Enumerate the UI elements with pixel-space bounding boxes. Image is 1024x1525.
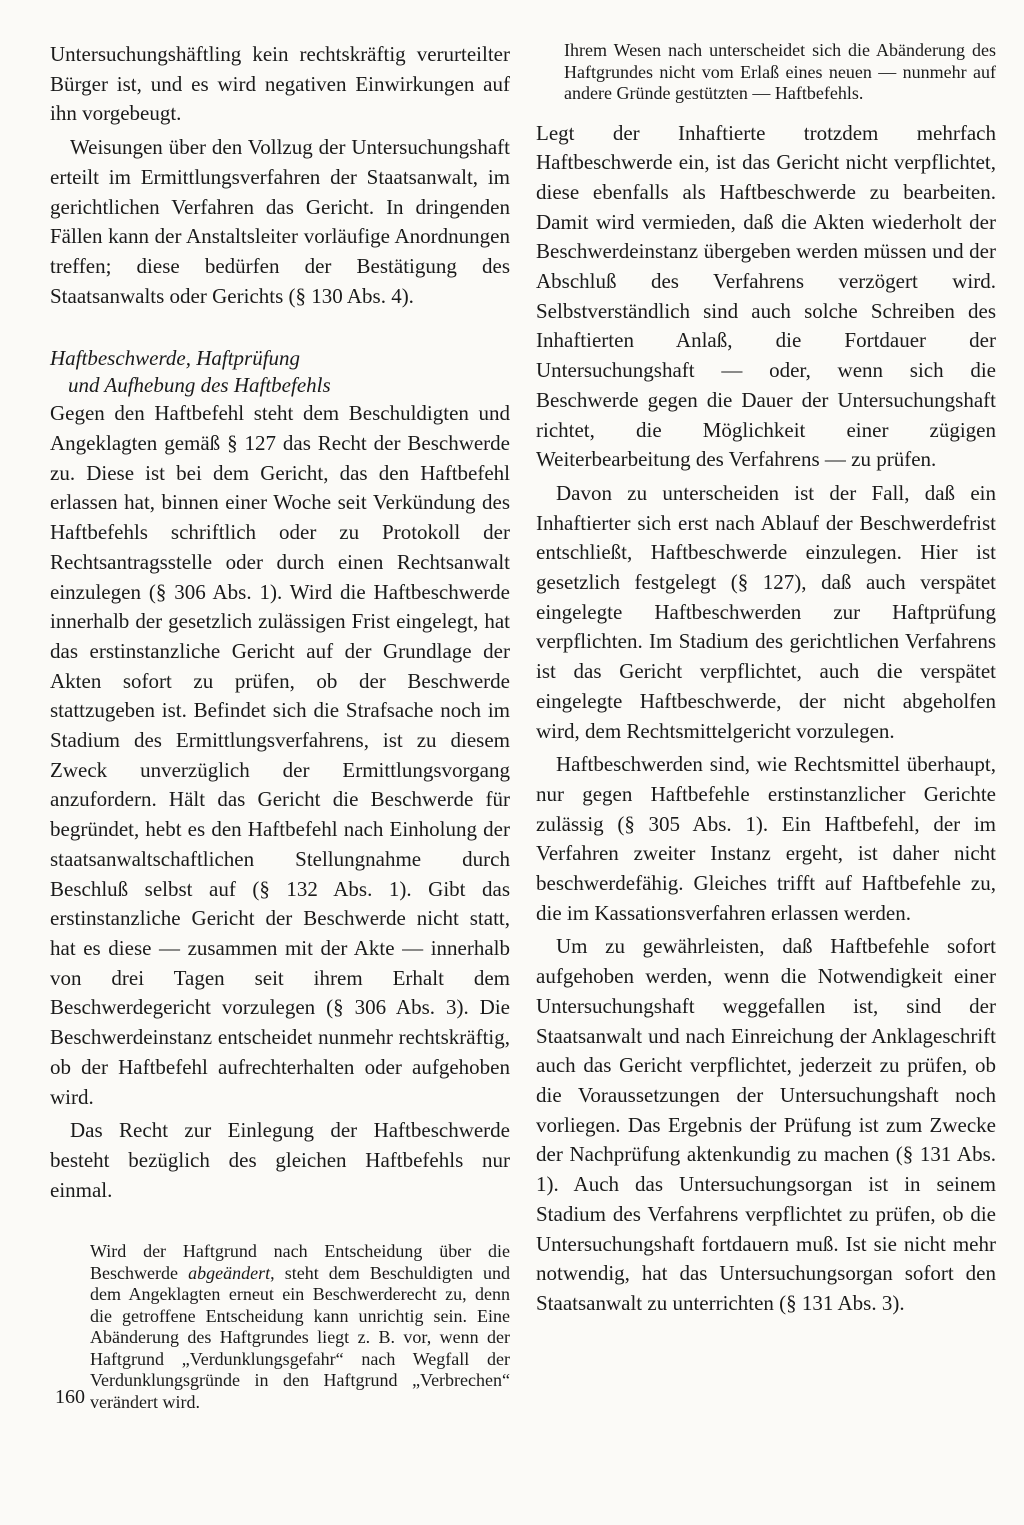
note-emphasis: abgeändert xyxy=(188,1262,271,1283)
section-heading xyxy=(50,345,510,399)
page-number: 160 xyxy=(55,1386,85,1408)
note-text: , steht dem Beschuldigten und dem Angeklagten erneut ein Beschwerderecht zu, denn die getroffene Entscheidung kann unrichtig sein. Eine Abänderung des Haftgrundes liegt z. B. vor, wenn der Haftgrund „Verdunklungsgefahr“ nach Wegfall der Verdunklungsgründe in den Haftgrund „Verbrechen“ verändert wird. xyxy=(90,1262,511,1412)
paragraph: Um zu gewährleisten, daß Haftbefehle sofort aufgehoben werden, wenn die Notwendigkeit einer Untersuchungshaft weggefallen ist, sind der Staatsanwalt und nach Einreichung der Anklageschrift auch das Gericht verpflichtet, jederzeit zu prüfen, ob die Voraussetzungen der Untersuchungshaft noch vorliegen. Das Ergebnis der Prüfung ist zum Zwecke der Nachprüfung aktenkundig zu machen (§ 131 Abs. 1). Auch das Untersuchungsorgan ist in seinem Stadium des Verfahrens verpflichtet zu prüfen, ob die Untersuchungshaft fortdauern muß. Ist sie nicht mehr notwendig, hat das Untersuchungsorgan sofort den Staatsanwalt zu unterrichten (§ 131 Abs. 3). xyxy=(536,934,996,1315)
note-text: Wird der Haftgrund nach Entscheidung über die Beschwerde xyxy=(90,1241,510,1283)
footnote-block: Ihrem Wesen nach unterscheidet sich die Abänderung des Haftgrundes nicht vom Erlaß eines neuen — nunmehr auf andere Gründe gestützten — Haftbefehls. xyxy=(564,40,996,103)
paragraph: Haftbeschwerden sind, wie Rechtsmittel überhaupt, nur gegen Haftbefehle erstinstanzlicher Gerichte zulässig (§ 305 Abs. 1). Ein Haftbefehl, der im Verfahren zweiter Instanz ergeht, ist daher nicht beschwerdefähig. Gleiches trifft auf Haftbefehle zu, die im Kassationsverfahren erlassen werden. xyxy=(536,752,996,925)
left-column xyxy=(50,40,510,1413)
section-heading-line-1: Haftbeschwerde, Haftprüfung xyxy=(50,346,301,371)
paragraph: Legt der Inhaftierte trotzdem mehrfach Haftbeschwerde ein, ist das Gericht nicht verpflichtet, diese ebenfalls als Haftbeschwerde zu bearbeiten. Damit wird vermieden, daß die Akten wiederholt der Beschwerdeinstanz übergeben werden müssen und der Abschluß des Verfahrens verzögert wird. Selbstverständlich sind auch solche Schreiben des Inhaftierten Anlaß, die Fortdauer der Untersuchungshaft — oder, wenn sich die Beschwerde gegen die Dauer der Untersuchungshaft richtet, die Möglichkeit einer zügigen Weiterbearbeitung des Verfahrens — zu prüfen. xyxy=(536,120,996,472)
paragraph: Davon zu unterscheiden ist der Fall, daß ein Inhaftierter sich erst nach Ablauf der Beschwerdefrist entschließt, Haftbeschwerde einzulegen. Hier ist gesetzlich festgelegt (§ 127), daß auch verspätet eingelegte Haftbeschwerden zur Haftprüfung verpflichten. Im Stadium des gerichtlichen Verfahrens ist das Gericht verpflichtet, auch die verspätet eingelegte Haftbeschwerde, der nicht abgeholfen wird, dem Rechtsmittelgericht vorzulegen. xyxy=(536,480,996,743)
section-heading-line-2: und Aufhebung des Haftbefehls xyxy=(68,373,331,398)
paragraph: Gegen den Haftbefehl steht dem Beschuldigten und Angeklagten gemäß § 127 das Recht der Beschwerde zu. Diese ist bei dem Gericht, das den Haftbefehl erlassen hat, binnen einer Woche seit Verkündung des Haftbefehls schriftlich oder zu Protokoll der Rechtsantragsstelle oder durch einen Rechtsanwalt einzulegen (§ 306 Abs. 1). Wird die Haftbeschwerde innerhalb der gesetzlich zulässigen Frist eingelegt, hat das erstinstanzliche Gericht auf der Grundlage der Akten sofort zu prüfen, ob der Beschwerde stattzugeben ist. Befindet sich die Strafsache noch im Stadium des Ermittlungsverfahrens, ist zu diesem Zweck unverzüglich der Ermittlungsvorgang anzufordern. Hält das Gericht die Beschwerde für begründet, hebt es den Haftbefehl nach Einholung der staatsanwaltschaftlichen Stellungnahme durch Beschluß selbst auf (§ 132 Abs. 1). Gibt das erstinstanzliche Gericht der Beschwerde nicht statt, hat es diese — zusammen mit der Akte — innerhalb von drei Tagen seit ihrem Erhalt dem Beschwerdegericht vorzulegen (§ 306 Abs. 3). Die Beschwerdeinstanz entscheidet nunmehr rechtskräftig, ob der Haftbefehl aufrechterhalten oder aufgehoben wird. xyxy=(50,401,510,1109)
right-column xyxy=(536,40,996,1319)
paragraph: Weisungen über den Vollzug der Untersuchungshaft erteilt im Ermittlungsverfahren der Staatsanwalt, im gerichtlichen Verfahren das Gericht. In dringenden Fällen kann der Anstaltsleiter vorläufige Anordnungen treffen; diese bedürfen der Bestätigung des Staatsanwalts oder Gerichts (§ 130 Abs. 4). xyxy=(50,135,510,308)
paragraph: Das Recht zur Einlegung der Haftbeschwerde besteht bezüglich des gleichen Haftbefehls nur einmal. xyxy=(50,1118,510,1202)
footnote-block xyxy=(90,1241,510,1413)
paragraph: Untersuchungshäftling kein rechtskräftig verurteilter Bürger ist, und es wird negativen Einwirkungen auf ihn vorgebeugt. xyxy=(50,42,510,126)
